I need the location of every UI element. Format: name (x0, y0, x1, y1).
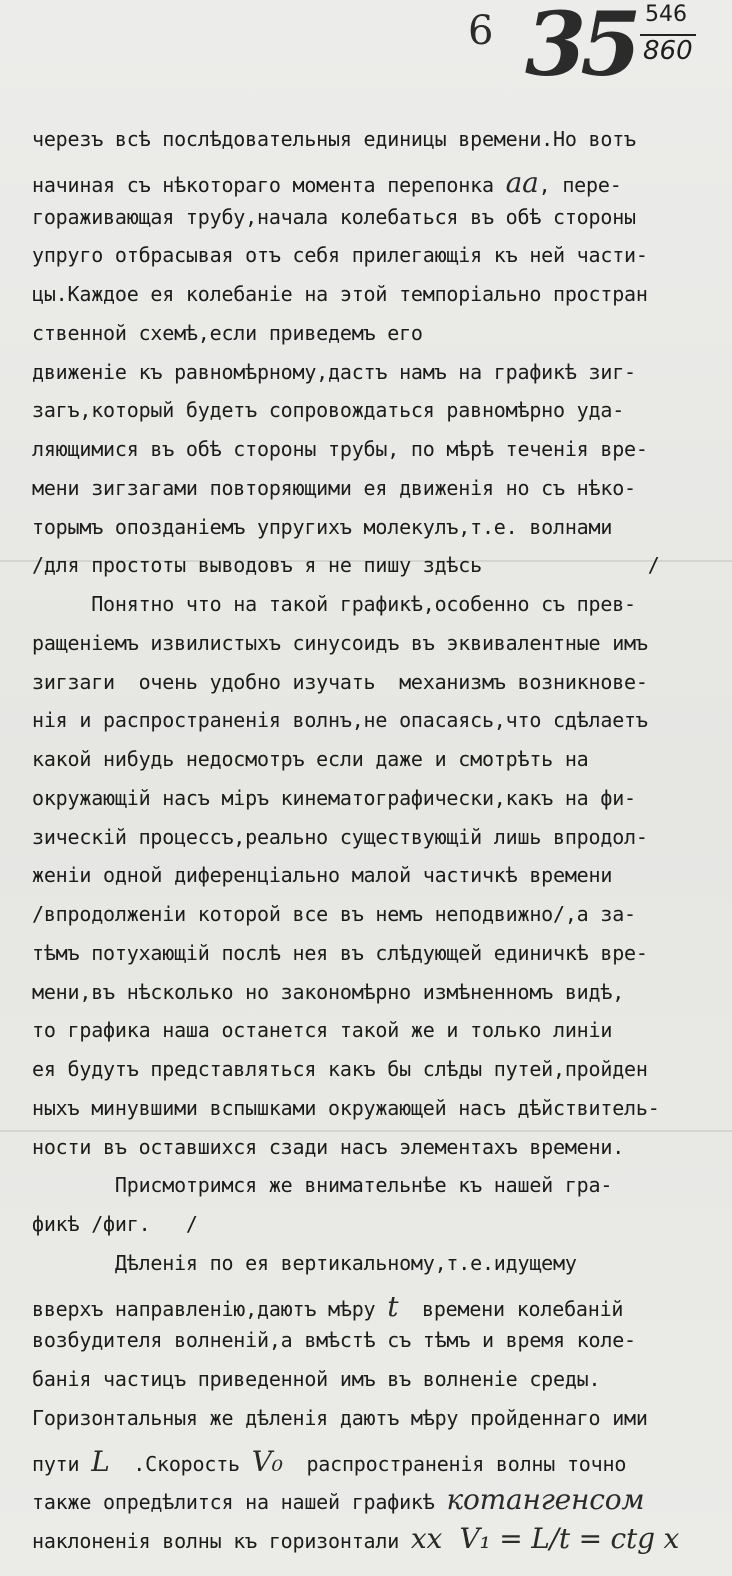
line-segment: пути (32, 1451, 92, 1476)
text-line (32, 863, 612, 887)
line-segment: ственной схемѣ,если приведемъ его (32, 320, 423, 345)
line-segment: черезъ всѣ послѣдовательныя единицы времени.Но вотъ (32, 127, 636, 151)
handwritten-insert: xx V₁ = L/t = ctg x (410, 1522, 680, 1555)
line-segment: ныхъ минувшими вспышками окружающей насъ дѣйствитель- (32, 1095, 660, 1120)
line-segment: Дѣленія по ея вертикальному,т.е.идущему (32, 1250, 577, 1275)
line-segment: тѣмъ потухающій послѣ нея въ слѣдующей единичкѣ вре- (32, 940, 648, 965)
text-line (32, 902, 636, 926)
text-line (32, 1135, 624, 1159)
text-line (32, 360, 636, 384)
line-segment: движеніе къ равномѣрному,дастъ намъ на графикѣ зиг- (32, 359, 636, 384)
text-line (32, 1057, 648, 1081)
text-line (32, 1406, 648, 1430)
text-line (32, 398, 624, 422)
text-line (32, 941, 648, 965)
line-segment: возбудителя волненій,а вмѣстѣ съ тѣмъ и время коле- (32, 1328, 636, 1353)
handwritten-insert: t (387, 1289, 399, 1323)
text-line (32, 282, 648, 306)
line-segment: .Скорость (109, 1451, 252, 1476)
line-segment: цы.Каждое ея колебаніе на этой темпоріально простран (32, 282, 648, 306)
text-line (32, 321, 423, 345)
line-segment: времени колебаній (398, 1296, 624, 1321)
text-line (32, 747, 589, 771)
text-line (32, 1251, 577, 1275)
folio-number: 6 (468, 8, 494, 54)
line-segment: мени,въ нѣсколько но закономѣрно измѣненномъ видѣ, (32, 979, 625, 1004)
line-segment: Понятно что на такой графикѣ,особенно съ прев- (32, 592, 636, 616)
line-segment: окружающій насъ міръ кинематографически,какъ на фи- (32, 785, 636, 810)
handwritten-insert: L (91, 1444, 110, 1478)
line-segment: то графика наша останется такой же и только линіи (32, 1018, 613, 1043)
line-segment: ности въ оставшихся сзади насъ элементахъ времени. (32, 1134, 625, 1159)
line-segment: какой нибудь недосмотръ если даже и смотрѣть на (32, 747, 589, 771)
line-segment: банія частицъ приведенной имъ въ волненіе среды. (32, 1367, 601, 1391)
line-segment: упруго отбрасывая отъ себя прилегающія къ ней части- (32, 243, 648, 268)
line-segment: начиная съ нѣкотораго момента перепонка (32, 172, 506, 197)
text-line (32, 166, 622, 199)
line-segment: гораживающая трубу,начала колебаться въ обѣ стороны (32, 204, 636, 229)
text-line (32, 708, 648, 732)
text-line (32, 670, 648, 694)
text-line (32, 1367, 600, 1391)
line-segment: /для простоты выводовъ я не пишу здѣсь / (32, 553, 660, 578)
text-line (32, 1096, 660, 1120)
archive-ref-bottom: 860 (643, 36, 693, 66)
line-segment: ляющимися въ обѣ стороны трубы, по мѣрѣ теченія вре- (32, 437, 648, 461)
text-line (32, 1173, 612, 1197)
line-segment: фикѣ /фиг. / (32, 1212, 198, 1236)
line-segment: ея будутъ представляться какъ бы слѣды путей,пройден (32, 1057, 648, 1081)
sheet-number: 35 (525, 0, 636, 96)
line-segment: распространенія волны точно (282, 1451, 627, 1476)
text-line (32, 786, 636, 810)
line-segment: мени зигзагами повторяющими ея движенія но съ нѣко- (32, 475, 636, 500)
line-segment: /впродолженіи которой все въ немъ неподвижно/,а за- (32, 902, 636, 926)
text-line (32, 1290, 623, 1323)
text-line (32, 476, 636, 500)
line-segment: также опредѣлится на нашей графикѣ (32, 1490, 447, 1515)
archive-ref-top: 546 (645, 2, 687, 27)
line-segment: загъ,который будетъ сопровождаться равномѣрно уда- (32, 398, 625, 423)
line-segment: торымъ опозданіемъ упругихъ молекулъ,т.е. волнами (32, 514, 613, 539)
line-segment: зическій процессъ,реально существующій лишь впродол- (32, 824, 648, 849)
handwritten-insert: аа (505, 165, 539, 199)
text-line (32, 515, 612, 539)
line-segment: зигзаги очень удобно изучать механизмъ возникнове- (32, 669, 648, 694)
text-line (32, 592, 636, 616)
text-line (32, 437, 648, 461)
text-line (32, 825, 648, 849)
text-line (32, 1212, 198, 1236)
text-line (32, 243, 648, 267)
text-line (32, 1522, 679, 1555)
text-line (32, 205, 636, 229)
line-segment: Присмотримся же внимательнѣе къ нашей гра- (32, 1173, 613, 1198)
text-line (32, 553, 660, 577)
text-line (32, 1483, 644, 1516)
handwritten-insert: котангенсом (446, 1483, 645, 1517)
text-line (32, 1018, 612, 1042)
line-segment: вверхъ направленію,даютъ мѣру (32, 1296, 388, 1321)
line-segment: нія и распространенія волнъ,не опасаясь,что сдѣлаетъ (32, 708, 648, 733)
text-line (32, 1445, 626, 1478)
line-segment: , пере- (538, 172, 622, 197)
text-line (32, 980, 624, 1004)
text-line (32, 631, 648, 655)
line-segment: ращеніемъ извилистыхъ синусоидъ въ эквивалентные имъ (32, 630, 648, 655)
line-segment: Горизонтальныя же дѣленія даютъ мѣру пройденнаго ими (32, 1405, 648, 1430)
line-segment: женіи одной диференціально малой частичкѣ времени (32, 863, 613, 888)
text-line (32, 127, 636, 151)
line-segment: наклоненія волны къ горизонтали (32, 1529, 411, 1553)
paper-fold (0, 1130, 732, 1132)
text-line (32, 1328, 636, 1352)
handwritten-insert: V₀ (251, 1444, 283, 1478)
